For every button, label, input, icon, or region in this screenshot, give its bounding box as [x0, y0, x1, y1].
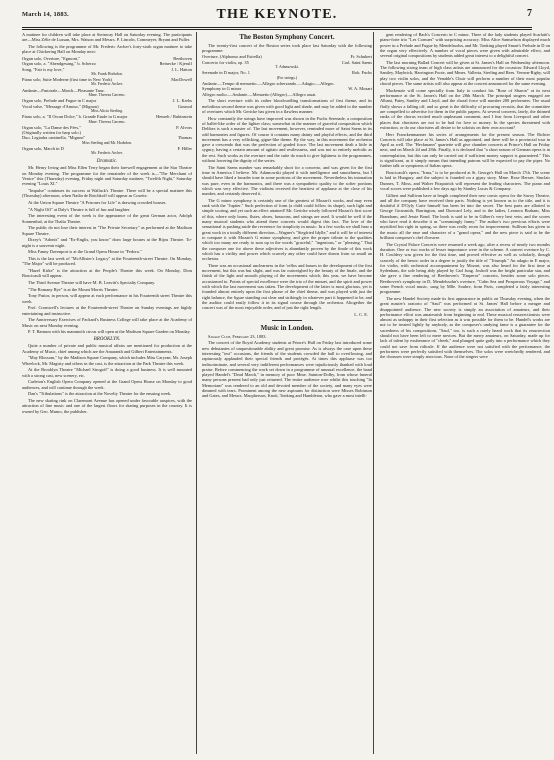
article-boston — [202, 98, 372, 310]
piece-title: Piano solo, Suite Moderne (first time in New York) — [22, 77, 113, 83]
performer-name: Mme. Theresa Carreno. — [88, 93, 126, 98]
piece-title: Organ solo, March in D — [22, 146, 64, 152]
piece-title: Symphony in G minor — [202, 86, 242, 92]
dateline: Savage Club, February 23, 1883. — [208, 333, 267, 339]
paragraph: A matinee for children will take place at Steinway Hall on Saturday evening. The participants are—Miss Zélie de Lussan, Mrs. Watson and Messrs. P. Lincoln, Commeyer, Bryant and Fuller. — [22, 32, 192, 43]
performer-name: Miss Sterling and Mr. Hodsdon. — [82, 140, 132, 145]
issue-date: March 14, 1883. — [22, 11, 69, 18]
paragraph: How constantly the strings have improved was shown in the Fuchs Serenade, a composition of ballet-like order of the lighter class; somewhat in the manner of graceful composition which Delibes is such a master of. The last movement, however, reminded more of Saint Saens in its odd harmonies and figures. Of course it contains many dainty and playful effects, and the third movement has a very rollicking, gigue-like theme. By the way, in this movement the orchestra gave a crescendo that was the perfection of graded force. The last movement dealt a little in sygnry, having a certain amount of agitato and restlessness, and was not so entirely melodic as the rest. Such works as the overture and the suite do much to give lightness to the programmes, without lowering the dignity of the series. — [202, 115, 372, 164]
section-heading-brooklyn: BROOKLYN. — [93, 336, 121, 342]
paragraph: "The Romany Rye" is at the Mount Morris Theatre. — [28, 286, 119, 292]
composer-name: W. A. Mozart — [348, 86, 372, 92]
paragraph: "Hazel Kirke" is the attraction at the People's Theatre this week. On Monday, Dion Boucicault will appear. — [22, 267, 192, 279]
composer-name: Fr. Schubert — [350, 54, 372, 60]
paragraph: The Saint Saens number was remarkably short for a concerto, and was given for the first time in America I believe. Mr. Adamowski played it with intelligence and smoothness, but I should have liked a broader tone in some portions of the movement. Nevertheless his intonation was pure, even in the harmonics, and there was a sympathetic quality to the softer portions which was very effective. The violinist received the heartiest of applause at the close of his number, and certainly deserved it. — [202, 164, 372, 197]
piece-title: Organ solo, "La Danse des Fées," — [22, 124, 81, 130]
programme-item — [202, 92, 372, 97]
performer-name: Mr. Frederic Archer. — [91, 151, 123, 156]
paragraph: The Anniversary Exercises of Packard's Business College will take place at the Academy of Music on next Monday evening. — [22, 317, 192, 328]
piece-title: Song, "Fair is my love," — [22, 66, 65, 72]
piece-title: Serenade in D major, No. 1 — [202, 70, 250, 76]
paragraph: Dixey's "Adonis" and "Ex-Englis, you know" draw large houses at the Bijou Theatre. To-night is a souvenir night. — [22, 237, 192, 248]
paragraph: The interesting event of the week is the appearance of the great German actor, Adolph Sonnenthal, at the Thalia Theatre. — [22, 213, 192, 224]
performer-name: Mme. Theresa Carreno. — [88, 119, 126, 124]
concert-programme — [22, 56, 192, 157]
paragraph: The twenty-first concert of the Boston series took place last Saturday with the following programme: — [202, 42, 372, 53]
header-rule-double — [22, 29, 532, 30]
composer-name: J. L. Hatton — [171, 66, 192, 72]
piece-title: Duo, Legiadra cantinella, "Mignon" — [22, 135, 86, 141]
paragraph: Gilbert and Sullivan have at length completed their new comic opera for the Savoy Theatre, and all the company have received their parts. Nothing is yet known as to the title, and it is doubtful if D'Oyly Carte himself has been let into the secret. The best parts are allotted to George Grossmith, Barrington, and Durward Lely, and to the ladies, Leonora Braham, Miss Brandram, and Jessie Bond. The book is said to be in Gilbert's very best vein, and the scores who have read it describe it as "screamingly funny." The author's two previous efforts were mystified but right in spring, so there was really room for improvement. Sullivan has given to the music all the ease and character of a "grand opera," and the new piece is said to be the brilliant composer's chef d'oeuvre. — [380, 192, 550, 240]
composer-name: Beethoven — [173, 55, 192, 61]
piece-title: (Originally written for harp solo.) — [22, 130, 82, 136]
divider — [272, 320, 302, 321]
paragraph: The new skating rink on Claremont Avenue has opened under favorable auspices, with the attraction of fine music and one of the largest floors for skating purposes in the country. It is owned by Geo. Munro, the publisher. — [22, 398, 192, 414]
paragraph: "Impulse" continues its success at Wallack's Theatre. There will be a special matinee this (Thursday) afternoon, when Nadia de Rotchkoff will appear as Cosette. — [22, 187, 192, 199]
piece-title: Organ solo, Prelude and Fugue in C major — [22, 98, 97, 104]
concert-programme — [202, 54, 372, 96]
piece-title: Vocal valse, "Message d'Amour," (Mignon) — [22, 103, 99, 109]
paragraph: Herr Franckenmanner his series of arrangements for the present season. The Richter Concerts will take place at St. James's Hall as appointed, and there will be a provincial tour in April as well. The "Heckmann" quartette will give chamber concerts at Prince's Hall on Friday next, and on March 2d and 28th. Finally, it is declared that "a short season of German opera is in contemplation, but this can only be carried out if sufficient money support is guaranteed." This is significant, as it simply means that intending patrons will be expected to pay the piper. No further talk or symptoms of Italian opera. — [380, 131, 550, 169]
page-number: 7 — [527, 8, 532, 19]
article-london-continued — [380, 32, 550, 360]
paragraph: Prof. Cromwell's lectures at the Fourteenth-street Theatre on Sunday evenings are highly entertaining and instructive. — [22, 305, 192, 316]
column-right — [380, 32, 550, 754]
paragraph: The G minor symphony is certainly one of the greatest of Mozart's works, and may even rank with the "Jupiter." Such perfection of form (a child could follow its shape), such light and simple scoring, and yet such an effect attained! Mr. Gericke wisely followed Mozart's first score of this, where only horns, flutes, oboes, bassoons, and strings are used. It would be well if the many musical students who attend these concerts would digest this fact. The love of the sensational is pushing aside the reverence for simplicity in music. In a few works we shall hear a great work in a totally different direction—Wagner's "Siegfried Idylle," and it will be of interest to compare it with Mozart's G minor symphony, and give the proper tribute to the qualities which too many are ready to sum up in the words "graceful," "ingenious," or "pleasing." That the composer one for above these adjectives is abundantly proven by the finale of this work which has a virility and power which scarcely any other could have drawn from so small an orchestra. — [202, 197, 372, 262]
author-signature: L. C. E. — [354, 311, 368, 317]
article-dramatic — [22, 165, 192, 334]
performer-name: Mr. Frank Hodsdon. — [91, 71, 123, 76]
composer-name: Reinecke / Kjerulf — [159, 61, 192, 67]
paragraph: Dan's "Tribulations" is the attraction at the Novelty Theatre for the ensuing week. — [28, 391, 172, 397]
page-header — [22, 6, 532, 26]
piece-title: Overture, (Alphonso and Estrella) — [202, 54, 262, 60]
header-rule — [22, 27, 532, 28]
composer-name: P. Alvors — [176, 124, 192, 130]
paragraph: This is the last week of "McAllister's Legacy" at the Fourteenth-street Theatre. On Monday, "The Major" will be produced. — [22, 255, 192, 267]
programme-item — [22, 114, 192, 119]
piece-title: Concerto for violin, op. 35 — [202, 59, 249, 65]
paragraph: The public do not lose their interest in "The Private Secretary" as performed at the Madison Square Theatre. — [22, 225, 192, 236]
paragraph: The last morning Ballad Concert will be given at St. James's Hall on Wednesday afternoon. The following strong team of high class artists are announced for the occasion: Edward Lloyd, Santley, Maybrick, Harrington Foote, and Mmes. Vallerta, Sterling and Rees. Vernon-Rigby, will play two violin solos, and the Venable's Choir will perform a number of their most popular choral pieces. The same artists will also appear at the concert announced for the same evening. — [380, 59, 550, 87]
paragraph: gent rendering of Bach's Concerto in C minor. Three of the lady students played Scarlatti's piano-forte trio "Les Cornues" with surprising accuracy. Miss Alice Samuelson displayed much power in a Prelude and Fugue by Mendelssohn, and Mr. Tonking played Smart's Prelude in D on the organ very effectively. A number of vocal pieces were given with admirable effect, and several original compositions by students added great interest to a delightful concert. — [380, 32, 550, 59]
composer-name: Thomas — [177, 135, 192, 141]
performer-name: Miss Alicia Sterling. — [90, 108, 124, 113]
paragraph: The short overture with its rather bloodcurdling transformations of first theme, and its melodious second theme was given with good light and shade, and may be added to the number of overtures which Mr. Gericke has given in a flawless manner. — [202, 98, 372, 114]
column-left — [22, 32, 192, 754]
article-brooklyn — [22, 343, 192, 414]
paragraph: Boucicault's opera, "Irma," is to be produced at St. George's Hall on March 17th. The scene is laid in Hungary, and the subject is founded on a gipsy story. Mme. Rose Hersee, Sinclair Dunnes, T. Moss, and Walter Fitzpatrick will represent the leading characters. The piano and vocal scores were published a few days ago by Stanley Lucas & Company. — [380, 169, 550, 191]
paragraph: Mackenzie will come specially from Italy to conduct his "Rose of Sharon" at its next performance at the St. James's Hall on the 28th March. The principal singers engaged are Albani, Patey, Santley and Lloyd, and the choral force will number 200 performers. The usual fluffy shows a falling off, and so great is the difficulty of procuring recruits, that the committee are compelled to advertise for them in the public papers. At several concerts, lately, the thinned ranks of the chorus excited much unpleasant comment, and I fear from Liverpool and other places that choristers are not to be had for love or money. In the species threatened with extinction, or do our choristers all desire to be soloists on their own account? — [380, 87, 550, 130]
paragraph: At the Brooklyn Theatre "Michael Strogoff" is doing a good business. It is well mounted with a strong cast, new scenery, etc. — [22, 367, 192, 378]
paragraph: The following is the programme of Mr. Frederic Archer's forty-sixth organ matinee to take place at Chickering Hall on Monday next: — [22, 43, 192, 55]
paragraph: Mr. Henry Irving and Miss Ellen Terry began their farewell engagement at the Star Theatre on Monday evening. The programme for the remainder of the week is—"The Merchant of Venice" this (Thursday) evening, Friday night and Saturday matinee, "Twelfth Night," Saturday evening "Louis XI." — [22, 165, 192, 187]
performer-name: (For strings.) — [276, 75, 298, 80]
paragraph: The Crystal Palace Concerts were resumed a week ago, after a recess of nearly two months duration. One or two works of lesser importance were in the scheme. A concert overture by C. H. Couldery was given for the first time, and proved effective as well as scholarly, though scarcely of the heroic order in a degree to justify the title of "Triumph." An adagio in E major, for violin, with orchestral accompaniment by Mozart, was also heard for the first time at Sydenham, the sole being ably played by Carl Jung. Joshoff was the bright particular star, and she gave a fine rendering of Beethoven's "Emperor" concerto, besides some solo pieces. Beethoven's symphony in D, Mendelssohn's overture, "Calm Sea and Prosperous Voyage," and some French vocal music, sung by Mlle. Soubre, from Paris, completed a fairly interesting programme. — [380, 241, 550, 295]
composer-name: MacDowell — [171, 77, 192, 83]
piece-title: Piano solo, a. "Il Orcan Dolce," b. Grande Etude in G major — [22, 114, 128, 120]
paragraph: "A Night Off" at Daly's Theatre is full of fun and laughter. — [28, 206, 131, 212]
paragraph: There was an occasional unclearness in the 'cellos and basses in the development of the first movement, but this was but slight, and was far outweighed by the beauty of the finale, and the finish of the light and smooth playing of the movements which, this year, we have become accustomed to. Points of special excellence were the trio of the minuet, and the spirit and power with which the last movement was taken. The development of the latter is most glorious, yet is founded almost entirely upon the first phrase of the chief theme, and was played with just the right balance, the figure standing out clear and strikingly in whatever part it happened to be, and the auditor could easily follow it in its signal course through the orchestra. Altogether the concert was of the most enjoyable order, and of just the right length. — [202, 262, 372, 311]
performer-name: T. Adamowski. — [275, 65, 299, 70]
column-divider — [196, 32, 197, 754]
article-title-london: Music in London. — [260, 324, 314, 333]
piece-title: Organ solo, a. "Abendgesang," b. Scherzo — [22, 61, 96, 67]
composer-name: Gounod — [177, 103, 192, 109]
paragraph: Miss Fanny Davenport is at the Grand Opera House in "Fedora." — [28, 249, 142, 255]
composer-name: J. L. Krebs — [172, 98, 192, 104]
composer-name: Rob. Fuchs — [351, 70, 372, 76]
paragraph: Quite a number of private and public musical affairs are mentioned for production at the Academy of Music, chief among which are the Amaranth and Gilbert Entertainments. — [22, 343, 192, 354]
section-heading-dramatic: Dramatic. — [96, 158, 118, 164]
article-title-boston: The Boston Symphony Concert. — [239, 33, 335, 41]
paragraph: The concert of the Royal Academy students at Prince's Hall on Friday last introduced some new debutantes of unquestionable ability and great promise. As is always the case upon these interesting "test" occasions, the friends of the students crowded the hall to overflowing, and rapturously applauded their special friends and protégés. At times this applause was too indiscriminate, and several very indifferent performances were injudiciously thanked with loud praise. Before commencing the work set down in a programme of unusual excellence, the band played Handel's "Dead March," in memory of poor Mme. Sainton-Dolby, from whose funeral many persons present had only just returned. The entire audience rose whilst this touching "In Memoriam" was rendered to an old and devoted member of the society, and many eyes were dimmed with tears. Prominent among the new aspirants for distinction were Misses Robinson and Gates, and Messrs. Macpherson, Knott, Tonking and Hambleton, who gave a most intelli- — [202, 340, 372, 399]
piece-title: Andante.—Tempo di menuetto.—Allegro scherzando.—Adagio.—Allegro. — [202, 80, 335, 86]
paragraph: Tony Pastor, in person, will appear at each performance in his Fourteenth street Theatre this week. — [22, 293, 192, 304]
masthead-title: THE KEYNOTE. — [216, 7, 338, 22]
article-london — [202, 340, 372, 398]
column-divider — [373, 32, 374, 754]
composer-name: F. Hiller — [177, 146, 192, 152]
paragraph: "May Blossom," by the Madison Square Company, which includes Miss Caryran, Mr. Joseph Wheelock, Mr. Magisty and others in the cast, is the attraction at the Park Theatre this week. — [22, 355, 192, 366]
composer-name: Henselt / Rubinstein — [156, 114, 192, 120]
performer-name: Mr. Frederic Archer. — [91, 82, 123, 87]
piece-title: Andante—Pastorale—March—Pleasante Tanz. — [22, 87, 105, 93]
piece-title: Organ solo, Overture, "Egmont," — [22, 55, 80, 61]
paragraph: The Third Avenue Theatre will have M. B. Leavitt's Specialty Company. — [28, 279, 156, 285]
paragraph: P. T. Barnum with his mammoth circus will open at the Madison Square Garden on Monday. — [28, 329, 191, 335]
column-middle — [202, 32, 372, 754]
paragraph: Carleton's English Opera Company opened at the Grand Opera House on Monday to good audiences, and will continue through the week. — [22, 379, 192, 390]
paragraph: The new Handel Society made its first appearance in public on Thursday evening, when the great master's oratorio of "Saul" was performed at St. James' Hall before a meagre and disappointed audience. The new society is simply an association of amateurs, and their performance effort was amateurish from beginning to end. These musical resurrectionists were almost as unhappy in their first selection as it was possible for them to be. Handel's works are not to be treated lightly by anybody, as the composer's undying fame is a guarantee for the sacredness of his compositions. "Saul," too, is such a rarely heard work that its resurrection should not have been left to mere novices. But the merry amateurs, on Saturday, made up for lack of talent by exuberance of "cheek," and plunged quite gaily into a performance which they could not save from ridicule. If the audience were not satisfied with the performance, the performers were perfectly satisfied with themselves. The solos were wretchedly rendered, and the choruses were simply atrocious. None of the singers were — [380, 295, 550, 360]
piece-title: Allegro molto.—Andante.—Menuetto (Allegro).—Allegro assai. — [202, 91, 317, 97]
composer-name: Carl. Saint Saens — [341, 59, 372, 65]
paragraph: At the Union Square Theatre "A Prisoner for Life" is drawing crowded houses. — [28, 199, 167, 205]
